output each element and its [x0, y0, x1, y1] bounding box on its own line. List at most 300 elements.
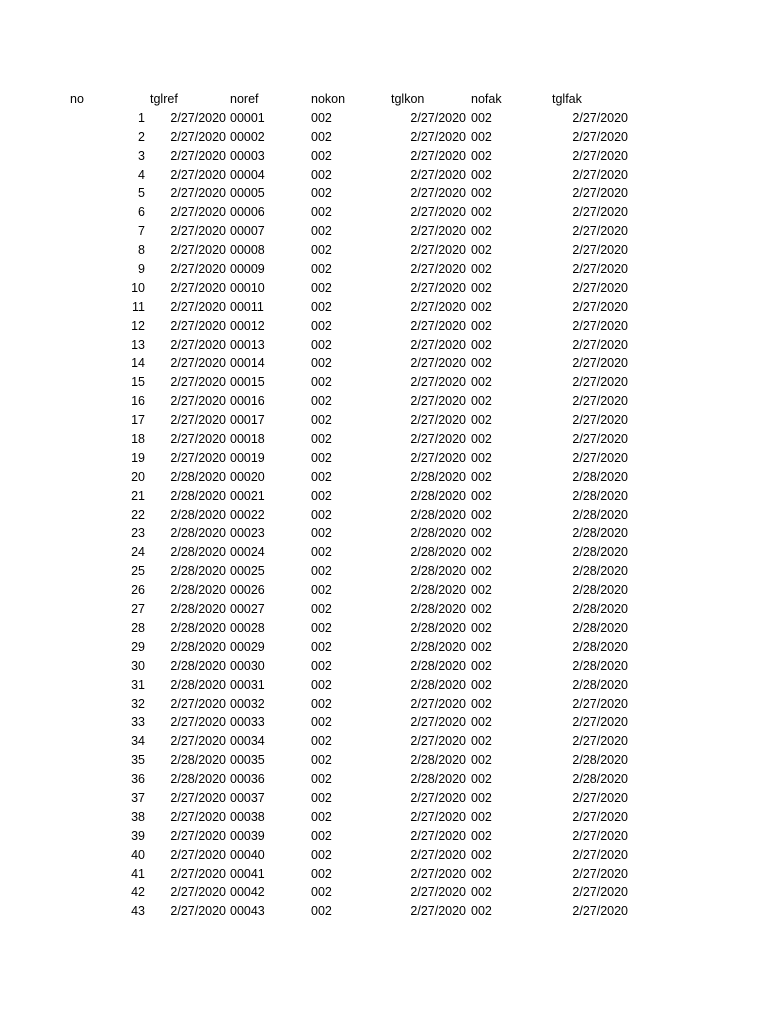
- cell-nokon[interactable]: 002: [311, 205, 332, 220]
- cell-tglref[interactable]: 2/28/2020: [170, 507, 226, 522]
- cell-no[interactable]: 6: [138, 205, 145, 220]
- cell-nofak[interactable]: 002: [471, 337, 492, 352]
- cell-tglref[interactable]: 2/27/2020: [170, 809, 226, 824]
- cell-tglfak[interactable]: 2/27/2020: [572, 224, 628, 239]
- cell-tglkon[interactable]: 2/28/2020: [410, 658, 466, 673]
- cell-noref[interactable]: 00038: [230, 809, 265, 824]
- cell-tglkon[interactable]: 2/27/2020: [410, 413, 466, 428]
- cell-nofak[interactable]: 002: [471, 885, 492, 900]
- cell-nokon[interactable]: 002: [311, 148, 332, 163]
- cell-tglkon[interactable]: 2/27/2020: [410, 167, 466, 182]
- cell-nofak[interactable]: 002: [471, 450, 492, 465]
- cell-tglfak[interactable]: 2/27/2020: [572, 432, 628, 447]
- cell-tglref[interactable]: 2/28/2020: [170, 677, 226, 692]
- cell-nofak[interactable]: 002: [471, 299, 492, 314]
- cell-no[interactable]: 40: [131, 847, 145, 862]
- cell-tglref[interactable]: 2/27/2020: [170, 280, 226, 295]
- header-nokon[interactable]: nokon: [311, 92, 346, 106]
- cell-no[interactable]: 2: [138, 129, 145, 144]
- cell-noref[interactable]: 00018: [230, 432, 265, 447]
- cell-tglkon[interactable]: 2/27/2020: [410, 809, 466, 824]
- cell-tglref[interactable]: 2/27/2020: [170, 715, 226, 730]
- cell-tglkon[interactable]: 2/28/2020: [410, 753, 466, 768]
- cell-tglfak[interactable]: 2/27/2020: [572, 885, 628, 900]
- cell-noref[interactable]: 00026: [230, 583, 265, 598]
- cell-tglfak[interactable]: 2/27/2020: [572, 375, 628, 390]
- cell-noref[interactable]: 00041: [230, 866, 265, 881]
- cell-tglref[interactable]: 2/27/2020: [170, 167, 226, 182]
- cell-noref[interactable]: 00001: [230, 110, 265, 125]
- cell-tglfak[interactable]: 2/27/2020: [572, 299, 628, 314]
- cell-nokon[interactable]: 002: [311, 620, 332, 635]
- cell-nofak[interactable]: 002: [471, 432, 492, 447]
- cell-tglkon[interactable]: 2/28/2020: [410, 602, 466, 617]
- cell-noref[interactable]: 00008: [230, 243, 265, 258]
- header-tglfak[interactable]: tglfak: [552, 92, 582, 106]
- cell-tglfak[interactable]: 2/27/2020: [572, 866, 628, 881]
- cell-tglref[interactable]: 2/27/2020: [170, 790, 226, 805]
- cell-tglfak[interactable]: 2/28/2020: [572, 545, 628, 560]
- cell-noref[interactable]: 00011: [230, 299, 264, 314]
- cell-tglfak[interactable]: 2/28/2020: [572, 488, 628, 503]
- cell-tglfak[interactable]: 2/27/2020: [572, 734, 628, 749]
- cell-no[interactable]: 29: [131, 639, 145, 654]
- cell-tglkon[interactable]: 2/27/2020: [410, 318, 466, 333]
- cell-tglref[interactable]: 2/27/2020: [170, 129, 226, 144]
- cell-no[interactable]: 17: [131, 413, 145, 428]
- cell-noref[interactable]: 00030: [230, 658, 265, 673]
- cell-nofak[interactable]: 002: [471, 186, 492, 201]
- cell-nofak[interactable]: 002: [471, 828, 492, 843]
- cell-tglref[interactable]: 2/27/2020: [170, 413, 226, 428]
- cell-no[interactable]: 31: [131, 677, 145, 692]
- cell-no[interactable]: 37: [131, 790, 145, 805]
- cell-tglkon[interactable]: 2/27/2020: [410, 394, 466, 409]
- cell-tglfak[interactable]: 2/27/2020: [572, 696, 628, 711]
- cell-no[interactable]: 10: [131, 280, 145, 295]
- cell-nofak[interactable]: 002: [471, 583, 492, 598]
- cell-tglref[interactable]: 2/27/2020: [170, 696, 226, 711]
- cell-tglfak[interactable]: 2/28/2020: [572, 620, 628, 635]
- cell-no[interactable]: 13: [131, 337, 145, 352]
- cell-tglkon[interactable]: 2/27/2020: [410, 885, 466, 900]
- cell-nofak[interactable]: 002: [471, 262, 492, 277]
- cell-tglref[interactable]: 2/28/2020: [170, 583, 226, 598]
- cell-nofak[interactable]: 002: [471, 375, 492, 390]
- cell-tglfak[interactable]: 2/27/2020: [572, 847, 628, 862]
- cell-nokon[interactable]: 002: [311, 186, 332, 201]
- cell-nofak[interactable]: 002: [471, 809, 492, 824]
- cell-no[interactable]: 42: [131, 885, 145, 900]
- cell-tglref[interactable]: 2/27/2020: [170, 243, 226, 258]
- cell-tglfak[interactable]: 2/27/2020: [572, 129, 628, 144]
- cell-no[interactable]: 38: [131, 809, 145, 824]
- cell-nokon[interactable]: 002: [311, 904, 332, 919]
- cell-noref[interactable]: 00024: [230, 545, 265, 560]
- cell-noref[interactable]: 00031: [230, 677, 265, 692]
- cell-tglref[interactable]: 2/28/2020: [170, 658, 226, 673]
- cell-noref[interactable]: 00028: [230, 620, 265, 635]
- header-no[interactable]: no: [70, 92, 84, 106]
- cell-no[interactable]: 36: [131, 772, 145, 787]
- cell-no[interactable]: 27: [131, 602, 145, 617]
- cell-tglkon[interactable]: 2/27/2020: [410, 734, 466, 749]
- cell-tglfak[interactable]: 2/27/2020: [572, 280, 628, 295]
- cell-no[interactable]: 30: [131, 658, 145, 673]
- cell-tglkon[interactable]: 2/27/2020: [410, 262, 466, 277]
- cell-tglref[interactable]: 2/27/2020: [170, 356, 226, 371]
- cell-no[interactable]: 26: [131, 583, 145, 598]
- cell-nokon[interactable]: 002: [311, 583, 332, 598]
- cell-tglfak[interactable]: 2/27/2020: [572, 904, 628, 919]
- cell-tglref[interactable]: 2/27/2020: [170, 734, 226, 749]
- cell-tglref[interactable]: 2/27/2020: [170, 828, 226, 843]
- cell-no[interactable]: 8: [138, 243, 145, 258]
- cell-tglfak[interactable]: 2/27/2020: [572, 809, 628, 824]
- cell-noref[interactable]: 00035: [230, 753, 265, 768]
- cell-tglfak[interactable]: 2/28/2020: [572, 658, 628, 673]
- cell-nokon[interactable]: 002: [311, 375, 332, 390]
- cell-tglkon[interactable]: 2/27/2020: [410, 148, 466, 163]
- cell-nofak[interactable]: 002: [471, 507, 492, 522]
- cell-nokon[interactable]: 002: [311, 432, 332, 447]
- cell-nokon[interactable]: 002: [311, 318, 332, 333]
- cell-tglkon[interactable]: 2/27/2020: [410, 790, 466, 805]
- cell-tglfak[interactable]: 2/27/2020: [572, 413, 628, 428]
- cell-noref[interactable]: 00040: [230, 847, 265, 862]
- cell-nofak[interactable]: 002: [471, 413, 492, 428]
- cell-nofak[interactable]: 002: [471, 639, 492, 654]
- cell-no[interactable]: 14: [131, 356, 145, 371]
- cell-tglfak[interactable]: 2/27/2020: [572, 186, 628, 201]
- cell-nokon[interactable]: 002: [311, 129, 332, 144]
- cell-tglref[interactable]: 2/28/2020: [170, 639, 226, 654]
- cell-tglref[interactable]: 2/28/2020: [170, 602, 226, 617]
- cell-no[interactable]: 9: [138, 262, 145, 277]
- cell-tglfak[interactable]: 2/27/2020: [572, 205, 628, 220]
- cell-nofak[interactable]: 002: [471, 677, 492, 692]
- cell-nofak[interactable]: 002: [471, 394, 492, 409]
- cell-no[interactable]: 7: [138, 224, 145, 239]
- cell-no[interactable]: 33: [131, 715, 145, 730]
- cell-noref[interactable]: 00014: [230, 356, 265, 371]
- cell-nofak[interactable]: 002: [471, 545, 492, 560]
- cell-noref[interactable]: 00042: [230, 885, 265, 900]
- cell-tglfak[interactable]: 2/28/2020: [572, 564, 628, 579]
- cell-nofak[interactable]: 002: [471, 280, 492, 295]
- cell-no[interactable]: 3: [138, 148, 145, 163]
- cell-noref[interactable]: 00023: [230, 526, 265, 541]
- cell-nokon[interactable]: 002: [311, 809, 332, 824]
- cell-tglkon[interactable]: 2/28/2020: [410, 507, 466, 522]
- cell-nofak[interactable]: 002: [471, 110, 492, 125]
- cell-nokon[interactable]: 002: [311, 280, 332, 295]
- cell-nokon[interactable]: 002: [311, 866, 332, 881]
- cell-tglfak[interactable]: 2/28/2020: [572, 583, 628, 598]
- cell-noref[interactable]: 00013: [230, 337, 265, 352]
- cell-noref[interactable]: 00004: [230, 167, 265, 182]
- cell-noref[interactable]: 00005: [230, 186, 265, 201]
- cell-nokon[interactable]: 002: [311, 299, 332, 314]
- cell-noref[interactable]: 00033: [230, 715, 265, 730]
- cell-nofak[interactable]: 002: [471, 488, 492, 503]
- cell-nofak[interactable]: 002: [471, 753, 492, 768]
- cell-nofak[interactable]: 002: [471, 602, 492, 617]
- cell-tglkon[interactable]: 2/27/2020: [410, 866, 466, 881]
- cell-no[interactable]: 19: [131, 450, 145, 465]
- cell-nofak[interactable]: 002: [471, 904, 492, 919]
- cell-tglref[interactable]: 2/27/2020: [170, 394, 226, 409]
- cell-noref[interactable]: 00012: [230, 318, 265, 333]
- cell-nofak[interactable]: 002: [471, 620, 492, 635]
- cell-tglkon[interactable]: 2/27/2020: [410, 375, 466, 390]
- header-tglref[interactable]: tglref: [150, 92, 178, 106]
- cell-tglfak[interactable]: 2/28/2020: [572, 507, 628, 522]
- cell-nokon[interactable]: 002: [311, 545, 332, 560]
- cell-tglkon[interactable]: 2/27/2020: [410, 828, 466, 843]
- cell-tglref[interactable]: 2/28/2020: [170, 526, 226, 541]
- cell-tglfak[interactable]: 2/28/2020: [572, 772, 628, 787]
- cell-noref[interactable]: 00010: [230, 280, 265, 295]
- cell-noref[interactable]: 00009: [230, 262, 265, 277]
- cell-nofak[interactable]: 002: [471, 790, 492, 805]
- cell-no[interactable]: 24: [131, 545, 145, 560]
- cell-tglfak[interactable]: 2/27/2020: [572, 167, 628, 182]
- cell-no[interactable]: 41: [131, 866, 145, 881]
- cell-no[interactable]: 1: [138, 110, 145, 125]
- cell-tglkon[interactable]: 2/27/2020: [410, 280, 466, 295]
- cell-nokon[interactable]: 002: [311, 262, 332, 277]
- cell-tglkon[interactable]: 2/27/2020: [410, 110, 466, 125]
- header-noref[interactable]: noref: [230, 92, 259, 106]
- cell-nofak[interactable]: 002: [471, 658, 492, 673]
- cell-nokon[interactable]: 002: [311, 715, 332, 730]
- cell-nokon[interactable]: 002: [311, 734, 332, 749]
- cell-tglref[interactable]: 2/27/2020: [170, 148, 226, 163]
- cell-tglfak[interactable]: 2/27/2020: [572, 148, 628, 163]
- cell-no[interactable]: 39: [131, 828, 145, 843]
- cell-tglfak[interactable]: 2/27/2020: [572, 450, 628, 465]
- cell-noref[interactable]: 00027: [230, 602, 265, 617]
- cell-nokon[interactable]: 002: [311, 450, 332, 465]
- cell-nofak[interactable]: 002: [471, 564, 492, 579]
- cell-noref[interactable]: 00016: [230, 394, 265, 409]
- cell-tglfak[interactable]: 2/28/2020: [572, 639, 628, 654]
- cell-nofak[interactable]: 002: [471, 866, 492, 881]
- cell-tglkon[interactable]: 2/27/2020: [410, 186, 466, 201]
- cell-tglkon[interactable]: 2/28/2020: [410, 583, 466, 598]
- cell-tglkon[interactable]: 2/28/2020: [410, 772, 466, 787]
- cell-noref[interactable]: 00020: [230, 469, 265, 484]
- cell-nokon[interactable]: 002: [311, 224, 332, 239]
- cell-nofak[interactable]: 002: [471, 318, 492, 333]
- cell-nofak[interactable]: 002: [471, 129, 492, 144]
- cell-nokon[interactable]: 002: [311, 677, 332, 692]
- cell-tglref[interactable]: 2/27/2020: [170, 866, 226, 881]
- cell-nofak[interactable]: 002: [471, 526, 492, 541]
- cell-nokon[interactable]: 002: [311, 658, 332, 673]
- cell-tglkon[interactable]: 2/27/2020: [410, 299, 466, 314]
- cell-tglref[interactable]: 2/28/2020: [170, 772, 226, 787]
- cell-nokon[interactable]: 002: [311, 753, 332, 768]
- cell-noref[interactable]: 00002: [230, 129, 265, 144]
- cell-nofak[interactable]: 002: [471, 734, 492, 749]
- cell-no[interactable]: 35: [131, 753, 145, 768]
- cell-noref[interactable]: 00029: [230, 639, 265, 654]
- cell-nofak[interactable]: 002: [471, 715, 492, 730]
- cell-tglfak[interactable]: 2/27/2020: [572, 356, 628, 371]
- cell-tglkon[interactable]: 2/27/2020: [410, 696, 466, 711]
- cell-tglkon[interactable]: 2/27/2020: [410, 432, 466, 447]
- cell-nofak[interactable]: 002: [471, 696, 492, 711]
- cell-nokon[interactable]: 002: [311, 885, 332, 900]
- cell-nokon[interactable]: 002: [311, 356, 332, 371]
- cell-tglref[interactable]: 2/27/2020: [170, 186, 226, 201]
- cell-nokon[interactable]: 002: [311, 526, 332, 541]
- cell-no[interactable]: 23: [131, 526, 145, 541]
- cell-tglkon[interactable]: 2/27/2020: [410, 356, 466, 371]
- cell-tglfak[interactable]: 2/28/2020: [572, 753, 628, 768]
- cell-nofak[interactable]: 002: [471, 167, 492, 182]
- cell-noref[interactable]: 00021: [230, 488, 265, 503]
- cell-nokon[interactable]: 002: [311, 790, 332, 805]
- cell-noref[interactable]: 00034: [230, 734, 265, 749]
- cell-tglref[interactable]: 2/27/2020: [170, 337, 226, 352]
- cell-nokon[interactable]: 002: [311, 696, 332, 711]
- cell-tglkon[interactable]: 2/27/2020: [410, 205, 466, 220]
- cell-tglref[interactable]: 2/27/2020: [170, 847, 226, 862]
- cell-tglkon[interactable]: 2/28/2020: [410, 564, 466, 579]
- cell-tglkon[interactable]: 2/27/2020: [410, 904, 466, 919]
- cell-noref[interactable]: 00032: [230, 696, 265, 711]
- cell-tglfak[interactable]: 2/27/2020: [572, 715, 628, 730]
- cell-tglref[interactable]: 2/27/2020: [170, 450, 226, 465]
- cell-tglkon[interactable]: 2/27/2020: [410, 224, 466, 239]
- cell-nokon[interactable]: 002: [311, 488, 332, 503]
- cell-noref[interactable]: 00039: [230, 828, 265, 843]
- cell-tglfak[interactable]: 2/27/2020: [572, 790, 628, 805]
- cell-tglref[interactable]: 2/28/2020: [170, 564, 226, 579]
- cell-noref[interactable]: 00036: [230, 772, 265, 787]
- cell-nofak[interactable]: 002: [471, 847, 492, 862]
- cell-nofak[interactable]: 002: [471, 205, 492, 220]
- cell-no[interactable]: 11: [132, 299, 145, 314]
- cell-tglfak[interactable]: 2/27/2020: [572, 394, 628, 409]
- cell-tglref[interactable]: 2/28/2020: [170, 753, 226, 768]
- cell-noref[interactable]: 00025: [230, 564, 265, 579]
- header-nofak[interactable]: nofak: [471, 92, 502, 106]
- cell-tglkon[interactable]: 2/28/2020: [410, 545, 466, 560]
- cell-tglkon[interactable]: 2/27/2020: [410, 715, 466, 730]
- cell-tglkon[interactable]: 2/28/2020: [410, 620, 466, 635]
- cell-noref[interactable]: 00037: [230, 790, 265, 805]
- cell-no[interactable]: 15: [131, 375, 145, 390]
- cell-tglkon[interactable]: 2/27/2020: [410, 129, 466, 144]
- cell-nokon[interactable]: 002: [311, 602, 332, 617]
- cell-tglkon[interactable]: 2/28/2020: [410, 469, 466, 484]
- cell-tglref[interactable]: 2/27/2020: [170, 205, 226, 220]
- cell-no[interactable]: 22: [131, 507, 145, 522]
- cell-tglref[interactable]: 2/27/2020: [170, 262, 226, 277]
- cell-tglref[interactable]: 2/28/2020: [170, 469, 226, 484]
- cell-nokon[interactable]: 002: [311, 110, 332, 125]
- cell-tglref[interactable]: 2/28/2020: [170, 488, 226, 503]
- cell-tglref[interactable]: 2/27/2020: [170, 299, 226, 314]
- header-tglkon[interactable]: tglkon: [391, 92, 425, 106]
- cell-nokon[interactable]: 002: [311, 413, 332, 428]
- cell-no[interactable]: 16: [131, 394, 145, 409]
- cell-noref[interactable]: 00017: [230, 413, 265, 428]
- cell-nofak[interactable]: 002: [471, 243, 492, 258]
- cell-tglfak[interactable]: 2/28/2020: [572, 677, 628, 692]
- cell-nokon[interactable]: 002: [311, 243, 332, 258]
- cell-tglref[interactable]: 2/27/2020: [170, 885, 226, 900]
- cell-tglkon[interactable]: 2/28/2020: [410, 639, 466, 654]
- cell-no[interactable]: 28: [131, 620, 145, 635]
- cell-tglfak[interactable]: 2/28/2020: [572, 602, 628, 617]
- cell-no[interactable]: 32: [131, 696, 145, 711]
- cell-nokon[interactable]: 002: [311, 507, 332, 522]
- cell-noref[interactable]: 00006: [230, 205, 265, 220]
- cell-tglref[interactable]: 2/27/2020: [170, 432, 226, 447]
- cell-nokon[interactable]: 002: [311, 772, 332, 787]
- cell-no[interactable]: 5: [138, 186, 145, 201]
- cell-tglref[interactable]: 2/27/2020: [170, 224, 226, 239]
- cell-no[interactable]: 4: [138, 167, 145, 182]
- cell-nokon[interactable]: 002: [311, 394, 332, 409]
- cell-no[interactable]: 34: [131, 734, 145, 749]
- cell-noref[interactable]: 00043: [230, 904, 265, 919]
- cell-noref[interactable]: 00003: [230, 148, 265, 163]
- cell-tglkon[interactable]: 2/28/2020: [410, 677, 466, 692]
- cell-tglref[interactable]: 2/27/2020: [170, 904, 226, 919]
- cell-nokon[interactable]: 002: [311, 564, 332, 579]
- cell-tglref[interactable]: 2/28/2020: [170, 545, 226, 560]
- cell-tglfak[interactable]: 2/27/2020: [572, 262, 628, 277]
- cell-noref[interactable]: 00007: [230, 224, 265, 239]
- cell-tglref[interactable]: 2/27/2020: [170, 318, 226, 333]
- cell-nofak[interactable]: 002: [471, 469, 492, 484]
- cell-nokon[interactable]: 002: [311, 828, 332, 843]
- cell-nokon[interactable]: 002: [311, 337, 332, 352]
- cell-tglref[interactable]: 2/28/2020: [170, 620, 226, 635]
- cell-tglfak[interactable]: 2/28/2020: [572, 469, 628, 484]
- cell-tglkon[interactable]: 2/28/2020: [410, 526, 466, 541]
- cell-nofak[interactable]: 002: [471, 772, 492, 787]
- cell-nokon[interactable]: 002: [311, 847, 332, 862]
- cell-nofak[interactable]: 002: [471, 148, 492, 163]
- cell-tglfak[interactable]: 2/28/2020: [572, 526, 628, 541]
- cell-nokon[interactable]: 002: [311, 469, 332, 484]
- cell-tglfak[interactable]: 2/27/2020: [572, 243, 628, 258]
- cell-no[interactable]: 43: [131, 904, 145, 919]
- cell-noref[interactable]: 00015: [230, 375, 265, 390]
- cell-tglkon[interactable]: 2/27/2020: [410, 337, 466, 352]
- cell-tglkon[interactable]: 2/27/2020: [410, 243, 466, 258]
- cell-tglkon[interactable]: 2/28/2020: [410, 488, 466, 503]
- cell-tglfak[interactable]: 2/27/2020: [572, 318, 628, 333]
- cell-tglref[interactable]: 2/27/2020: [170, 375, 226, 390]
- cell-no[interactable]: 25: [131, 564, 145, 579]
- cell-tglkon[interactable]: 2/27/2020: [410, 847, 466, 862]
- cell-tglkon[interactable]: 2/27/2020: [410, 450, 466, 465]
- cell-nofak[interactable]: 002: [471, 356, 492, 371]
- cell-nokon[interactable]: 002: [311, 639, 332, 654]
- cell-no[interactable]: 21: [131, 488, 145, 503]
- cell-tglref[interactable]: 2/27/2020: [170, 110, 226, 125]
- cell-nokon[interactable]: 002: [311, 167, 332, 182]
- cell-no[interactable]: 20: [131, 469, 145, 484]
